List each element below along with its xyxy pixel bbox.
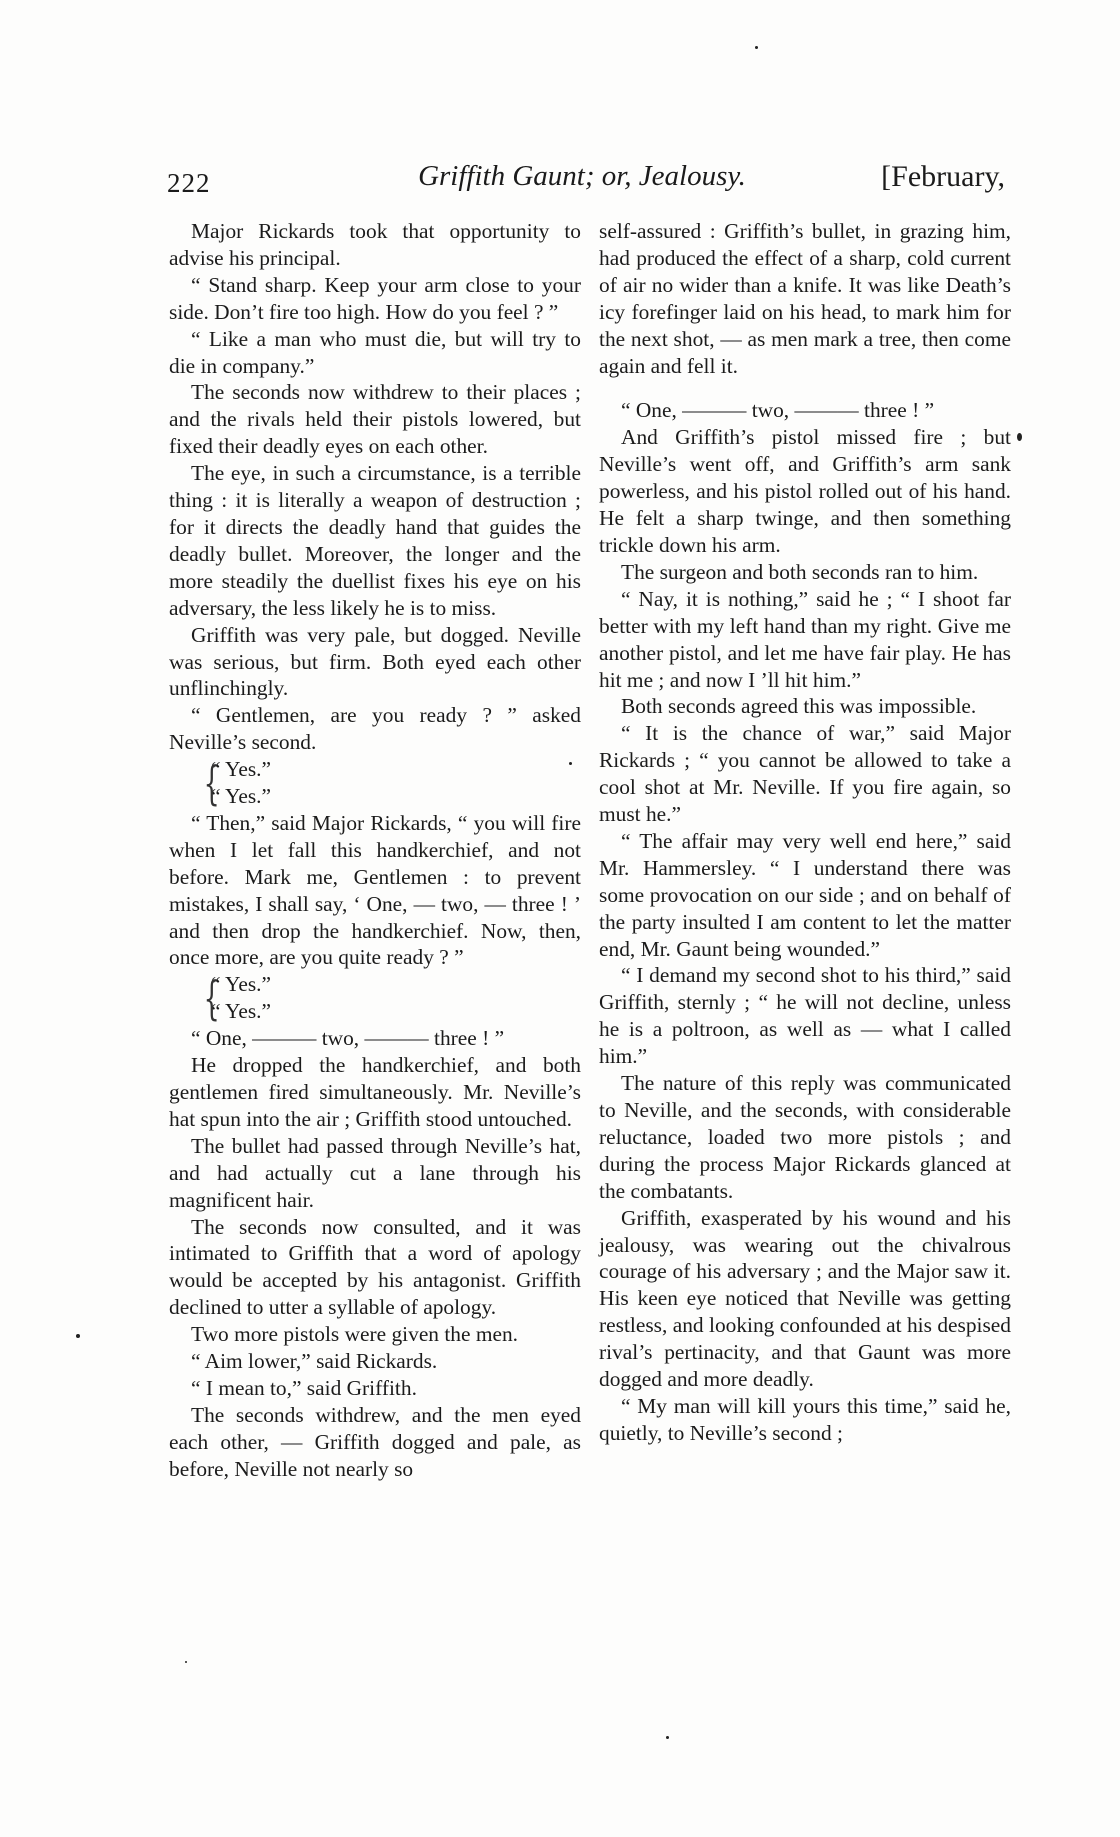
paragraph: “ Gentlemen, are you ready ? ” asked Neville’s second.: [169, 703, 581, 755]
scan-speck: [666, 1736, 669, 1739]
paragraph: And Griffith’s pistol missed fire ; but Neville’s went off, and Griffith’s arm sank powerless, and his pistol rolled out of his hand. He felt a sharp twinge, and then something trickle down his arm.: [599, 425, 1011, 557]
right-column: [599, 218, 1011, 1447]
running-header: [167, 160, 1005, 200]
page-number: 222: [167, 168, 211, 198]
left-column: [169, 218, 581, 1483]
count-line: “ One, ——— two, ——— three ! ”: [621, 398, 935, 423]
paragraph: “ Aim lower,” said Rickards.: [191, 1349, 438, 1374]
reply-group: [169, 971, 581, 1025]
scan-speck: [1017, 433, 1022, 441]
reply-line: “ Yes.”: [211, 972, 272, 997]
paragraph: “ It is the chance of war,” said Major Rickards ; “ you cannot be allowed to take a cool shot at Mr. Neville. If you fire again, so must he.”: [599, 721, 1011, 827]
count-line: “ One, ——— two, ——— three ! ”: [191, 1026, 505, 1051]
running-title: Griffith Gaunt; or, Jealousy.: [418, 160, 746, 192]
reply-line: “ Yes.”: [211, 999, 272, 1024]
paragraph: “ Stand sharp. Keep your arm close to your side. Don’t fire too high. How do you feel ? ”: [169, 272, 581, 324]
paragraph: The surgeon and both seconds ran to him.: [621, 559, 979, 584]
paragraph: “ The affair may very well end here,” said Mr. Hammersley. “ I understand there was some provocation on our side ; and on behalf of the party insulted I am content to let the matter end, Mr. Gaunt being wounded.”: [599, 828, 1011, 961]
paragraph: “ Like a man who must die, but will try to die in company.”: [169, 326, 581, 378]
scan-speck: [569, 762, 572, 765]
paragraph: Two more pistols were given the men.: [191, 1322, 519, 1347]
paragraph: The seconds now withdrew to their places ; and the rivals held their pistols lowered, but fixed their deadly eyes on each other.: [169, 380, 581, 459]
paragraph: The eye, in such a circumstance, is a terrible thing : it is literally a weapon of destruction ; for it directs the deadly hand that guides the deadly bullet. Moreover, the longer and the more steadily the duellist fixes his eye on his adversary, the less likely he is to miss.: [169, 461, 581, 620]
brace-mark: {: [203, 971, 220, 1026]
brace-mark: {: [203, 756, 220, 811]
scan-speck: [76, 1334, 80, 1338]
issue-month: [February,: [881, 160, 1005, 193]
paragraph: “ I mean to,” said Griffith.: [191, 1375, 417, 1400]
reply-line: “ Yes.”: [211, 757, 272, 782]
reply-group: [169, 756, 581, 810]
paragraph: Griffith was very pale, but dogged. Neville was serious, but firm. Both eyed each other unflinchingly.: [169, 622, 581, 701]
scan-speck: [755, 46, 758, 49]
paragraph: The nature of this reply was communicated to Neville, and the seconds, with considerable reluctance, loaded two more pistols ; and during the process Major Rickards glanced at the combatants.: [599, 1071, 1011, 1203]
paragraph: Major Rickards took that opportunity to advise his principal.: [169, 219, 581, 270]
paragraph: “ My man will kill yours this time,” said he, quietly, to Neville’s second ;: [599, 1393, 1011, 1445]
paragraph: Griffith, exasperated by his wound and his jealousy, was wearing out the chivalrous courage of his adversary ; and the Major saw it. His keen eye noticed that Neville was getting restless, and looking confounded at his despised rival’s pertinacity, and that Gaunt was more dogged and more deadly.: [599, 1205, 1011, 1392]
paragraph: The seconds withdrew, and the men eyed each other, — Griffith dogged and pale, as before, Neville not nearly so: [169, 1402, 581, 1481]
paragraph: He dropped the handkerchief, and both gentlemen fired simultaneously. Mr. Neville’s hat spun into the air ; Griffith stood untouched.: [169, 1053, 581, 1131]
scan-speck: [185, 1661, 187, 1663]
paragraph: “ Then,” said Major Rickards, “ you will fire when I let fall this handkerchief, and not before. Mark me, Gentlemen : to prevent mistakes, I shall say, ‘ One, — two, — three ! ’ and then drop the handkerchief. Now, then, once more, are you quite ready ? ”: [169, 810, 581, 970]
paragraph: “ I demand my second shot to his third,” said Griffith, sternly ; “ he will not decline, unless he is a poltroon, as well as — what I called him.”: [599, 963, 1011, 1069]
reply-line: “ Yes.”: [211, 784, 272, 809]
paragraph: “ Nay, it is nothing,” said he ; “ I shoot far better with my left hand than my right. Give me another pistol, and let me have fair play. He has hit me ; and now I ’ll hit him.”: [599, 586, 1011, 692]
paragraph: The bullet had passed through Neville’s hat, and had actually cut a lane through his magnificent hair.: [169, 1133, 581, 1212]
paragraph: The seconds now consulted, and it was intimated to Griffith that a word of apology would be accepted by his antagonist. Griffith declined to utter a syllable of apology.: [169, 1214, 581, 1320]
paragraph: Both seconds agreed this was impossible.: [621, 694, 977, 719]
paragraph-continued: self-assured : Griffith’s bullet, in grazing him, had produced the effect of a sharp, cold current of air no wider than a knife. It was like Death’s icy forefinger laid on his head, to mark him for the next shot, — as men mark a tree, then come again and fell it.: [599, 219, 1011, 378]
